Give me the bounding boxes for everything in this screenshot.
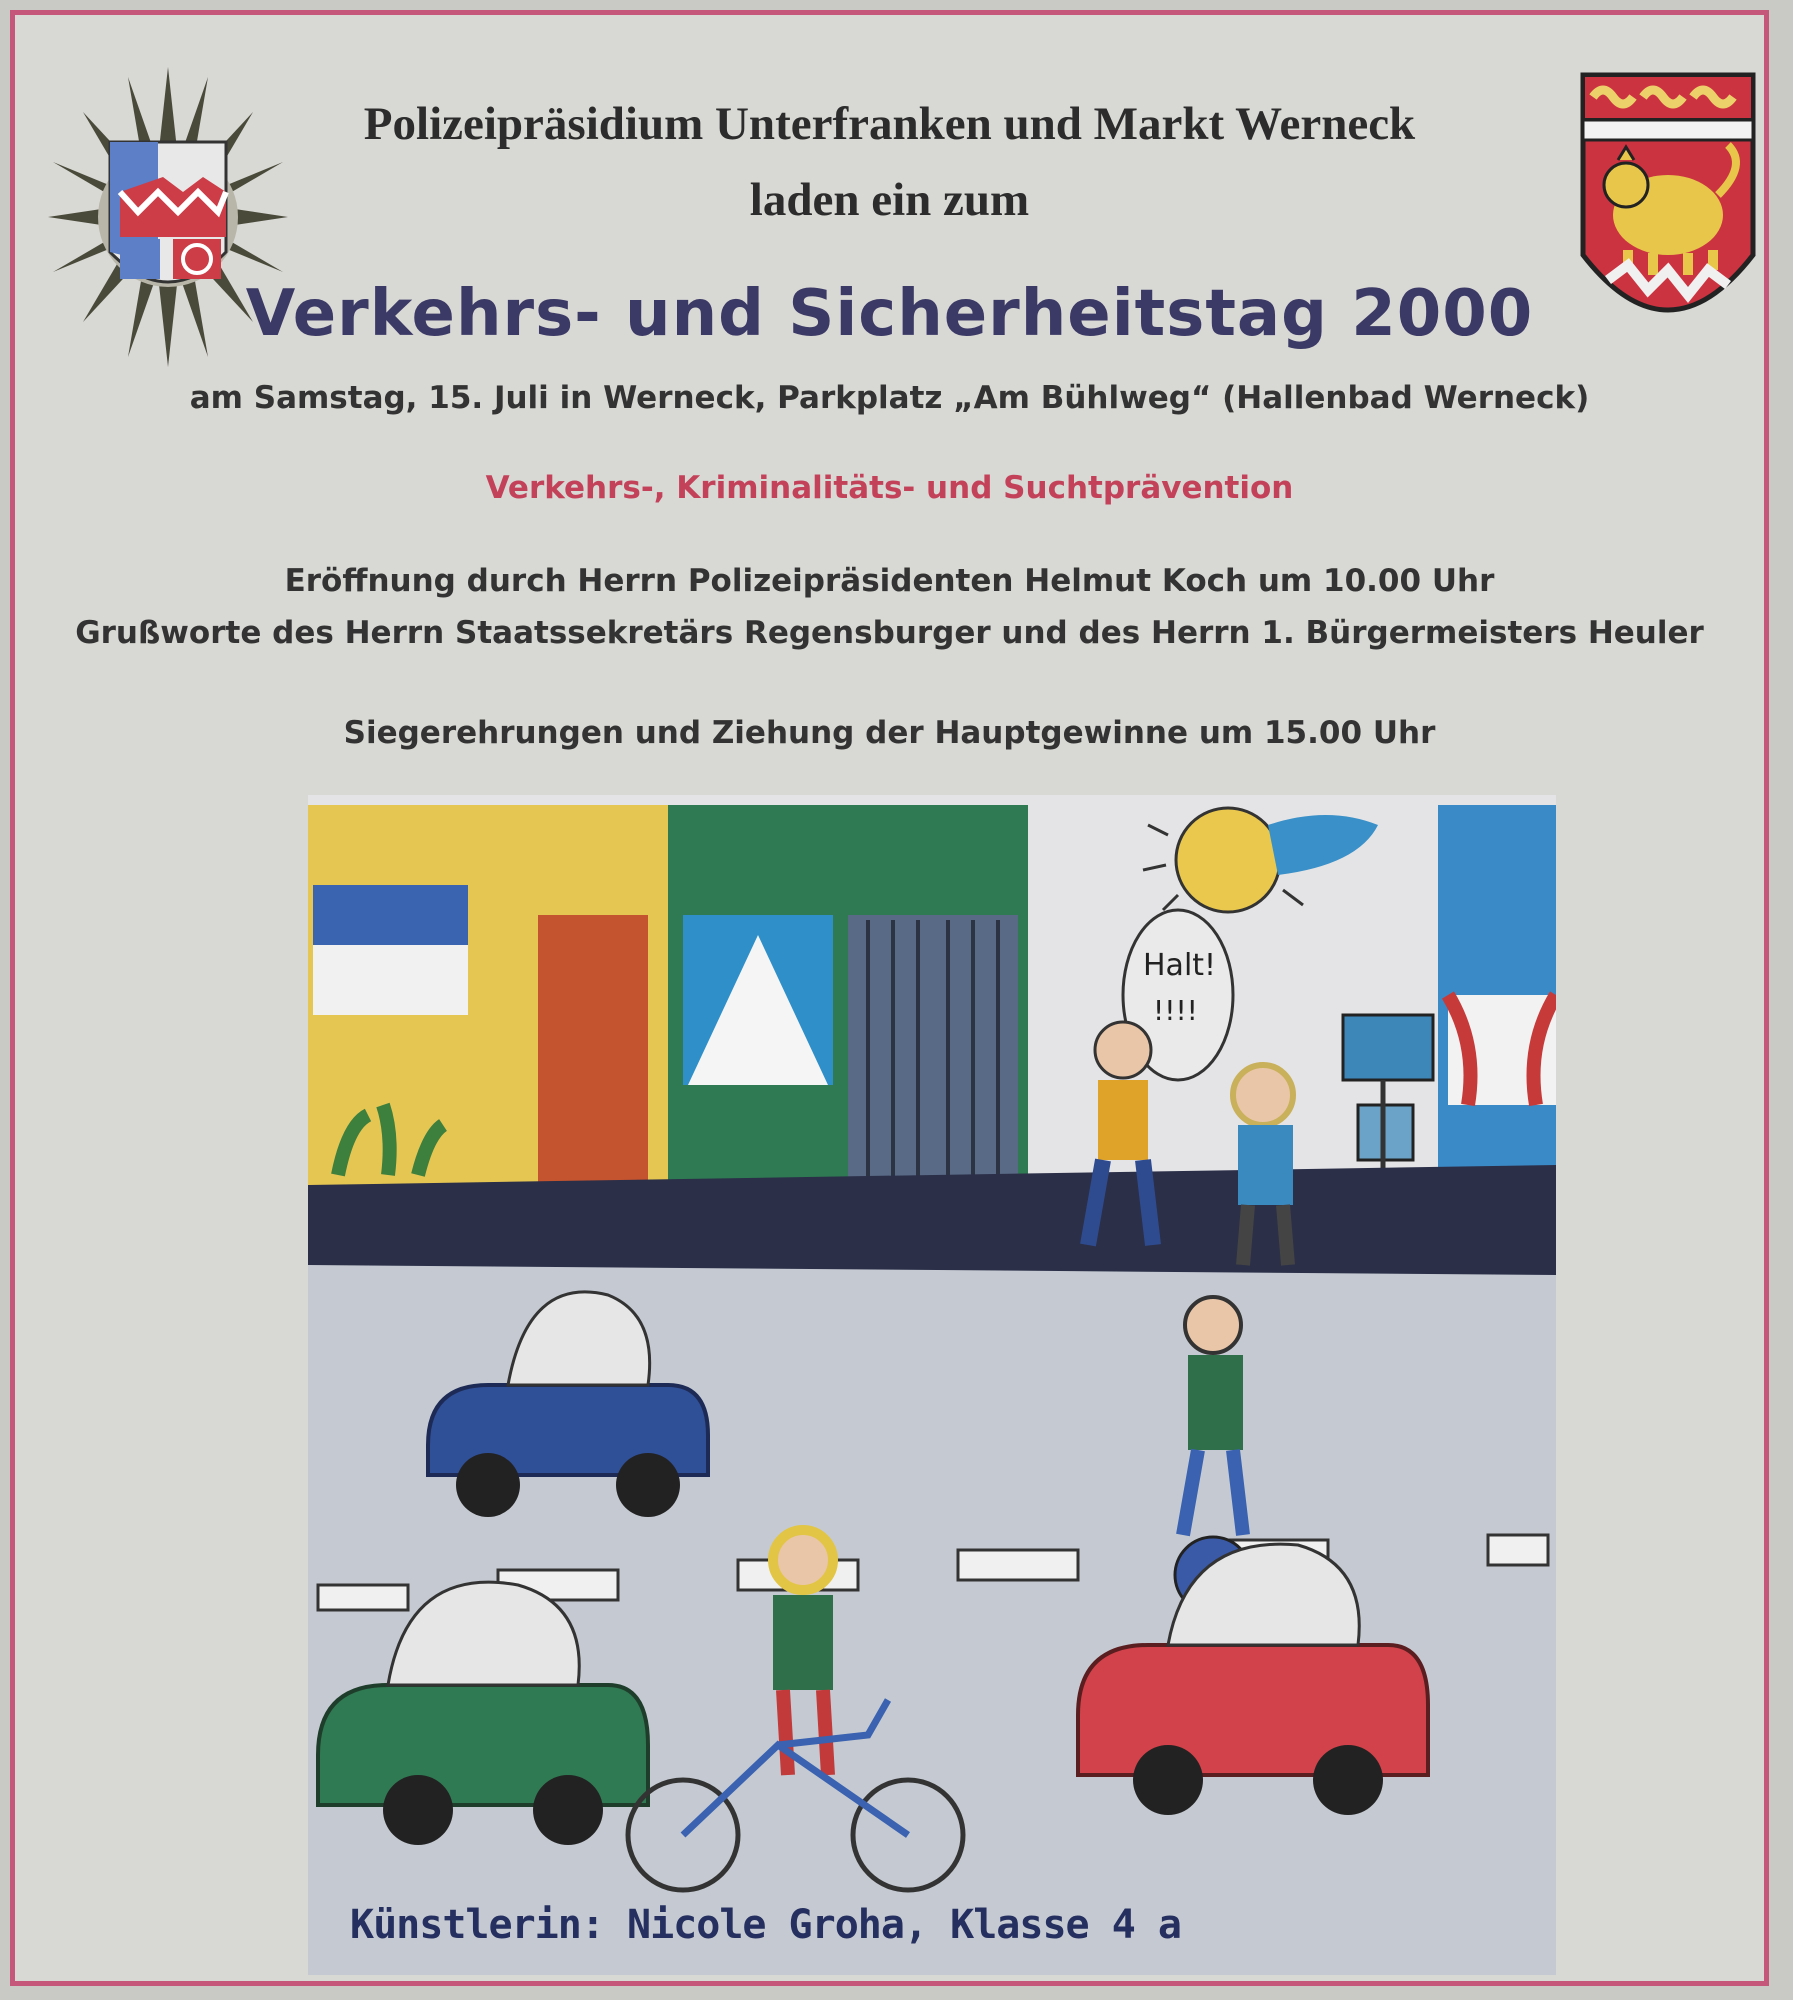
speech-bubble-exclamations: !!!! [1153, 994, 1198, 1027]
poster [10, 10, 1769, 1986]
organizer-line: Polizeipräsidium Unterfranken und Markt Werneck [363, 98, 1416, 150]
topics: Verkehrs-, Kriminalitäts- und Suchtprävention [485, 470, 1294, 506]
opening-info: Eröffnung durch Herrn Polizeipräsidenten Helmut Koch um 10.00 Uhr [284, 563, 1495, 599]
greetings-info: Grußworte des Herrn Staatssekretärs Regensburger und des Herrn 1. Bürgermeisters Heuler [75, 615, 1704, 651]
child-drawing [308, 795, 1556, 1975]
awards-info: Siegerehrungen und Ziehung der Hauptgewinne um 15.00 Uhr [343, 715, 1436, 751]
speech-bubble-text: Halt! [1143, 948, 1217, 983]
invitation-line: laden ein zum [749, 174, 1030, 226]
event-title: Verkehrs- und Sicherheitstag 2000 [245, 277, 1534, 351]
artist-credit: Künstlerin: Nicole Groha, Klasse 4 a [350, 1902, 1181, 1948]
date-location: am Samstag, 15. Juli in Werneck, Parkplatz „Am Bühlweg“ (Hallenbad Werneck) [189, 380, 1590, 416]
